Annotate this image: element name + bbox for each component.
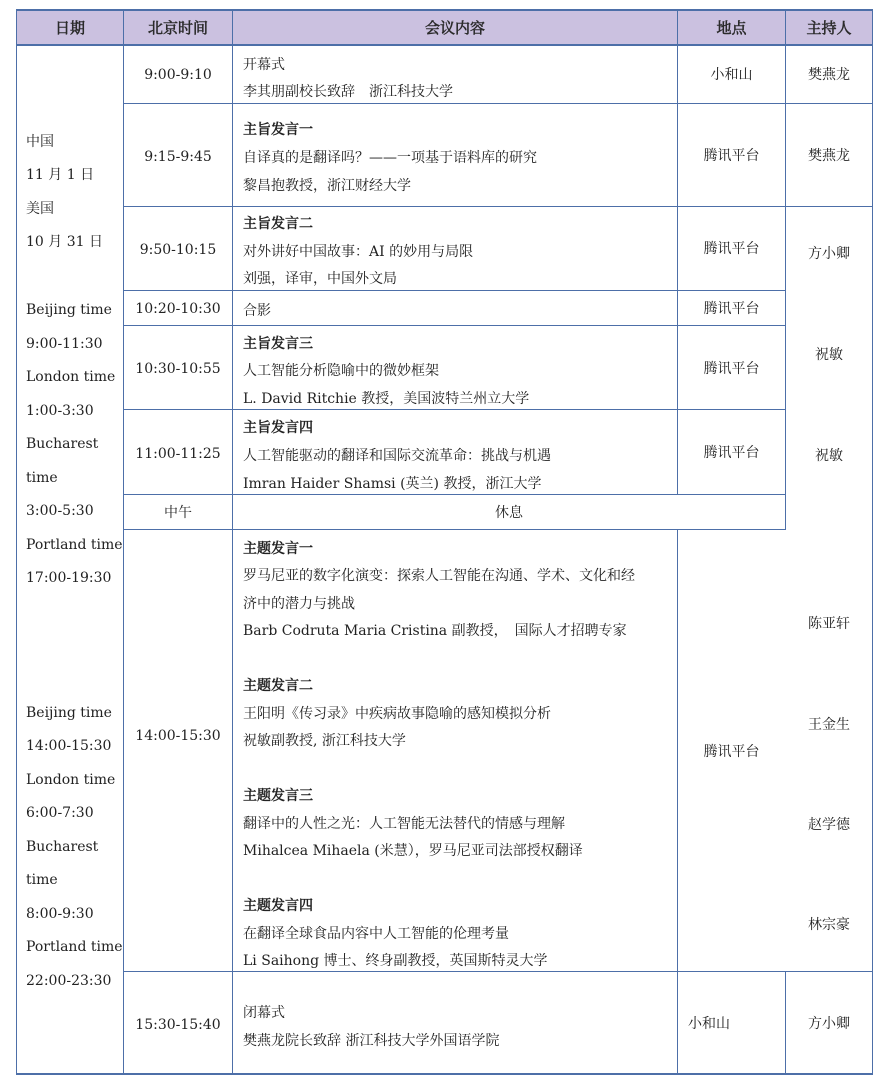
row-title: 主旨发言一 xyxy=(243,122,313,138)
header-content-label: 会议内容 xyxy=(424,18,485,37)
border-right xyxy=(872,9,873,1075)
header-date xyxy=(17,10,123,44)
morning-zone-7: Portland time xyxy=(26,537,123,553)
talk-title: 主题发言二 xyxy=(243,678,313,694)
row-line: 刘强，译审，中国外文局 xyxy=(243,271,397,287)
row-venue: 腾讯平台 xyxy=(703,301,760,317)
row-line-5 xyxy=(123,409,786,410)
afternoon-zone-2: London time xyxy=(26,772,116,788)
row-title: 主旨发言四 xyxy=(243,420,313,436)
morning-zone-2: London time xyxy=(26,369,116,385)
header-host-label: 主持人 xyxy=(806,18,852,37)
row-title: 主旨发言二 xyxy=(243,216,313,232)
row-host: 方小卿 xyxy=(808,246,850,262)
row-line: 人工智能驱动的翻译和国际交流革命：挑战与机遇 xyxy=(243,448,551,464)
morning-zone-0: Beijing time xyxy=(26,302,112,318)
border-left xyxy=(16,9,17,1075)
col-line-1 xyxy=(123,9,124,1075)
talk-host: 赵学德 xyxy=(808,817,850,833)
row-venue: 腾讯平台 xyxy=(703,361,760,377)
row-line-6 xyxy=(123,494,786,495)
row-title: 闭幕式 xyxy=(243,1005,285,1021)
header-venue-label: 地点 xyxy=(716,18,747,37)
col-line-3b xyxy=(677,529,678,1075)
row-line-1 xyxy=(123,103,873,104)
talk-host: 王金生 xyxy=(808,717,850,733)
morning-zone-8: 17:00-19:30 xyxy=(26,570,112,586)
border-header-bottom xyxy=(16,44,873,46)
row-line-4 xyxy=(123,325,786,326)
row-time: 9:15-9:45 xyxy=(144,149,212,165)
row-host: 方小卿 xyxy=(808,1016,850,1032)
morning-zone-3: 1:00-3:30 xyxy=(26,403,94,419)
row-venue: 小和山 xyxy=(710,67,753,83)
talk-line: Li Saihong 博士、终身副教授，英国斯特灵大学 xyxy=(243,953,548,969)
break-label: 休息 xyxy=(495,505,523,521)
talk-line: 济中的潜力与挑战 xyxy=(243,596,355,612)
talk-title: 主题发言四 xyxy=(243,898,313,914)
row-time: 14:00-15:30 xyxy=(135,728,221,744)
row-time: 9:50-10:15 xyxy=(139,242,217,258)
row-venue: 腾讯平台 xyxy=(703,744,760,760)
afternoon-zone-5: time xyxy=(26,872,58,888)
talk-line: 翻译中的人性之光：人工智能无法替代的情感与理解 xyxy=(243,816,565,832)
row-title: 主旨发言三 xyxy=(243,336,313,352)
afternoon-zone-3: 6:00-7:30 xyxy=(26,805,94,821)
row-time: 10:30-10:55 xyxy=(135,361,221,377)
talk-title: 主题发言三 xyxy=(243,788,313,804)
row-host: 祝敏 xyxy=(815,448,843,464)
row-line-7 xyxy=(123,529,786,530)
row-venue: 小和山 xyxy=(688,1016,730,1032)
talk-host: 陈亚轩 xyxy=(808,616,850,632)
afternoon-zone-8: 22:00-23:30 xyxy=(26,973,112,989)
header-content xyxy=(233,10,677,44)
talk-title: 主题发言一 xyxy=(243,541,313,557)
row-line: 黎昌抱教授，浙江财经大学 xyxy=(243,178,411,194)
talk-line: Barb Codruta Maria Cristina 副教授， 国际人才招聘专家 xyxy=(243,623,627,639)
row-line: 对外讲好中国故事：AI 的妙用与局限 xyxy=(243,244,474,260)
talk-host: 林宗豪 xyxy=(808,917,850,933)
afternoon-zone-1: 14:00-15:30 xyxy=(26,738,112,754)
row-host: 樊燕龙 xyxy=(808,148,850,164)
row-line-8 xyxy=(123,971,873,972)
border-bottom xyxy=(16,1073,873,1075)
row-line: Imran Haider Shamsi (英兰) 教授，浙江大学 xyxy=(243,476,542,492)
row-host: 祝敏 xyxy=(815,347,843,363)
morning-zone-5: time xyxy=(26,470,58,486)
row-time: 11:00-11:25 xyxy=(135,446,221,462)
row-line: 樊燕龙院长致辞 浙江科技大学外国语学院 xyxy=(243,1033,500,1049)
row-time: 中午 xyxy=(164,505,192,521)
talk-line: 祝敏副教授, 浙江科技大学 xyxy=(243,733,406,749)
date-line-3: 美国 xyxy=(26,201,54,217)
header-time-label: 北京时间 xyxy=(147,18,208,37)
date-line-2: 11 月 1 日 xyxy=(26,167,95,183)
row-line: L. David Ritchie 教授，美国波特兰州立大学 xyxy=(243,391,530,407)
afternoon-zone-0: Beijing time xyxy=(26,705,112,721)
header-date-label: 日期 xyxy=(54,18,85,37)
afternoon-zone-4: Bucharest xyxy=(26,839,99,855)
row-line: 李其朋副校长致辞 浙江科技大学 xyxy=(243,84,453,100)
row-line-2 xyxy=(123,206,873,207)
col-line-2 xyxy=(232,9,233,1075)
header-venue xyxy=(678,10,785,44)
row-line-3 xyxy=(123,290,786,291)
afternoon-zone-7: Portland time xyxy=(26,939,123,955)
talk-line: Mihalcea Mihaela (米慧），罗马尼亚司法部授权翻译 xyxy=(243,843,583,859)
afternoon-zone-6: 8:00-9:30 xyxy=(26,906,94,922)
row-time: 9:00-9:10 xyxy=(144,67,212,83)
border-top xyxy=(16,9,873,11)
morning-zone-4: Bucharest xyxy=(26,436,99,452)
row-line: 人工智能分析隐喻中的微妙框架 xyxy=(243,363,439,379)
talk-line: 罗马尼亚的数字化演变：探索人工智能在沟通、学术、文化和经 xyxy=(243,568,635,584)
row-venue: 腾讯平台 xyxy=(703,445,760,461)
row-title: 合影 xyxy=(243,303,271,319)
talk-line: 王阳明《传习录》中疾病故事隐喻的感知模拟分析 xyxy=(243,706,551,722)
row-time: 10:20-10:30 xyxy=(135,301,221,317)
row-title: 开幕式 xyxy=(243,57,285,73)
header-host xyxy=(786,10,872,44)
row-time: 15:30-15:40 xyxy=(135,1017,221,1033)
talk-line: 在翻译全球食品内容中人工智能的伦理考量 xyxy=(243,926,509,942)
row-line: 自译真的是翻译吗？——一项基于语料库的研究 xyxy=(243,150,537,166)
row-host: 樊燕龙 xyxy=(808,67,850,83)
row-venue: 腾讯平台 xyxy=(703,241,760,257)
morning-zone-6: 3:00-5:30 xyxy=(26,503,94,519)
date-line-1: 中国 xyxy=(26,134,54,150)
morning-zone-1: 9:00-11:30 xyxy=(26,336,103,352)
date-line-4: 10 月 31 日 xyxy=(26,234,103,250)
row-venue: 腾讯平台 xyxy=(703,148,760,164)
header-beijing-time xyxy=(124,10,232,44)
